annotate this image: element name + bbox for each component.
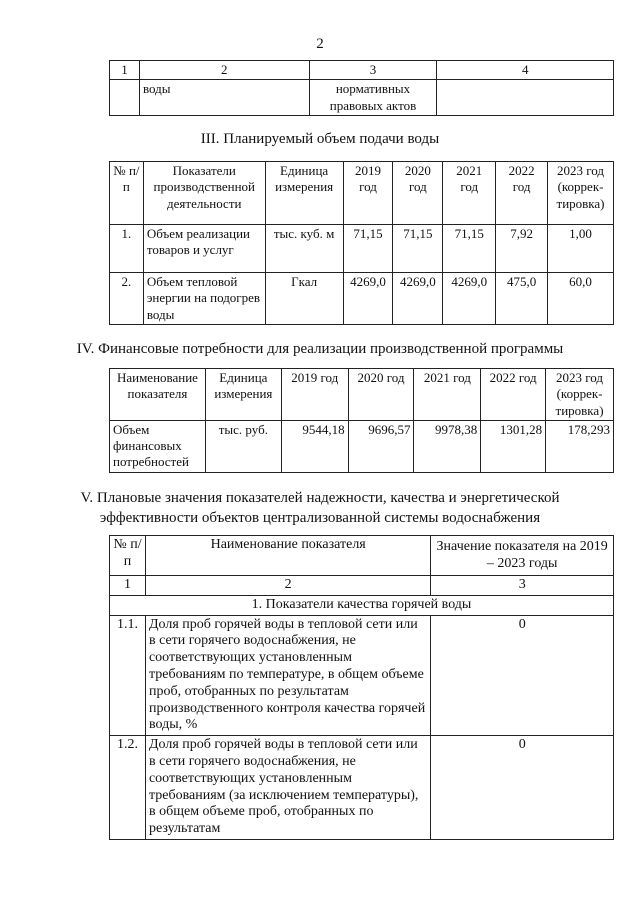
water-supply-table	[109, 161, 614, 325]
table-cell: 60,0	[548, 273, 614, 325]
table-cell: 1	[110, 61, 140, 80]
table-header-cell: Наименование показателя	[110, 369, 206, 421]
table-cell: нормативных правовых актов	[309, 80, 437, 116]
table-cell: Объем тепловой энергии на подогрев воды	[143, 273, 265, 325]
table-header-cell: № п/п	[110, 536, 146, 576]
table-cell	[437, 80, 614, 116]
table-row	[110, 273, 614, 325]
table-row	[110, 225, 614, 273]
section-5-title-line: V. Плановые значения показателей надежности, качества и энергетической	[80, 490, 560, 506]
table-header-cell: 2020 год	[393, 162, 443, 225]
table-header-cell: 2020 год	[348, 369, 414, 421]
table-cell: 1.2.	[110, 736, 146, 840]
table-header-cell: 2019 год	[281, 369, 348, 421]
table-cell: 71,15	[343, 225, 393, 273]
table-cell: 1,00	[548, 225, 614, 273]
table-cell: Доля проб горячей воды в тепловой сети или в сети горячего водоснабжения, не соответствующих установленным требованиям по температуре, в общем объеме проб, отобранных по результатам производственного контроля качества горячей воды, %	[145, 615, 430, 736]
table-header-cell: № п/п	[110, 162, 144, 225]
table-cell: 4269,0	[393, 273, 443, 325]
table-cell: Объем финансовых потребностей	[110, 420, 206, 472]
table-cell: 1	[110, 576, 146, 596]
table-cell: 0	[431, 736, 614, 840]
table-cell: Доля проб горячей воды в тепловой сети или в сети горячего водоснабжения, не соответствующих установленным требованиям (за исключением температуры), в общем объеме проб, отобранных по результатам	[145, 736, 430, 840]
table-cell: 2.	[110, 273, 144, 325]
table-cell	[110, 80, 140, 116]
table-header-row	[110, 162, 614, 225]
table-group-cell: 1. Показатели качества горячей воды	[110, 595, 614, 615]
table-header-cell: 2022 год	[496, 162, 548, 225]
table-cell: Гкал	[265, 273, 343, 325]
table-header-cell: 2023 год (коррек-тировка)	[546, 369, 614, 421]
table-cell: тыс. руб.	[205, 420, 281, 472]
table-cell: Объем реализации товаров и услуг	[143, 225, 265, 273]
table-row	[110, 420, 614, 472]
table-cell: 2	[145, 576, 430, 596]
table-header-cell: 2021 год	[443, 162, 496, 225]
table-cell: 7,92	[496, 225, 548, 273]
table-cell: 3	[309, 61, 437, 80]
table-group-row	[110, 595, 614, 615]
table-cell: 2	[139, 61, 309, 80]
table-cell: 1301,28	[481, 420, 546, 472]
table-cell: 3	[431, 576, 614, 596]
table-cell: 1.	[110, 225, 144, 273]
section-5-title	[0, 489, 640, 528]
table-row	[110, 80, 614, 116]
table-header-row	[110, 536, 614, 576]
table-cell: 1.1.	[110, 615, 146, 736]
continued-table	[109, 60, 614, 116]
page-number: 2	[316, 36, 324, 52]
table-header-cell: Показатели производственной деятельности	[143, 162, 265, 225]
table-header-cell: Единица измерения	[265, 162, 343, 225]
table-header-row	[110, 61, 614, 80]
table-header-cell: Наименование показателя	[145, 536, 430, 576]
table-cell: 9544,18	[281, 420, 348, 472]
table-cell: 475,0	[496, 273, 548, 325]
table-cell: 71,15	[443, 225, 496, 273]
table-header-cell: 2021 год	[414, 369, 481, 421]
table-header-cell: 2023 год (коррек-тировка)	[548, 162, 614, 225]
table-number-row	[110, 576, 614, 596]
section-4-title: IV. Финансовые потребности для реализации производственной программы	[76, 341, 564, 357]
table-cell: 0	[431, 615, 614, 736]
table-cell: 9696,57	[348, 420, 414, 472]
table-row	[110, 736, 614, 840]
table-header-cell: 2022 год	[481, 369, 546, 421]
table-cell: 9978,38	[414, 420, 481, 472]
table-cell: 178,293	[546, 420, 614, 472]
table-header-cell: 2019 год	[343, 162, 393, 225]
table-row	[110, 615, 614, 736]
table-header-cell: Значение показателя на 2019 – 2023 годы	[431, 536, 614, 576]
reliability-indicators-table	[109, 535, 614, 840]
financial-needs-table	[109, 368, 614, 473]
table-cell: 4269,0	[343, 273, 393, 325]
section-3-title: III. Планируемый объем подачи воды	[200, 131, 440, 147]
table-cell: тыс. куб. м	[265, 225, 343, 273]
table-header-cell: Единица измерения	[205, 369, 281, 421]
table-cell: 71,15	[393, 225, 443, 273]
table-cell: 4	[437, 61, 614, 80]
table-cell: 4269,0	[443, 273, 496, 325]
table-header-row	[110, 369, 614, 421]
table-cell: воды	[139, 80, 309, 116]
section-5-title-line: эффективности объектов централизованной системы водоснабжения	[99, 509, 541, 526]
